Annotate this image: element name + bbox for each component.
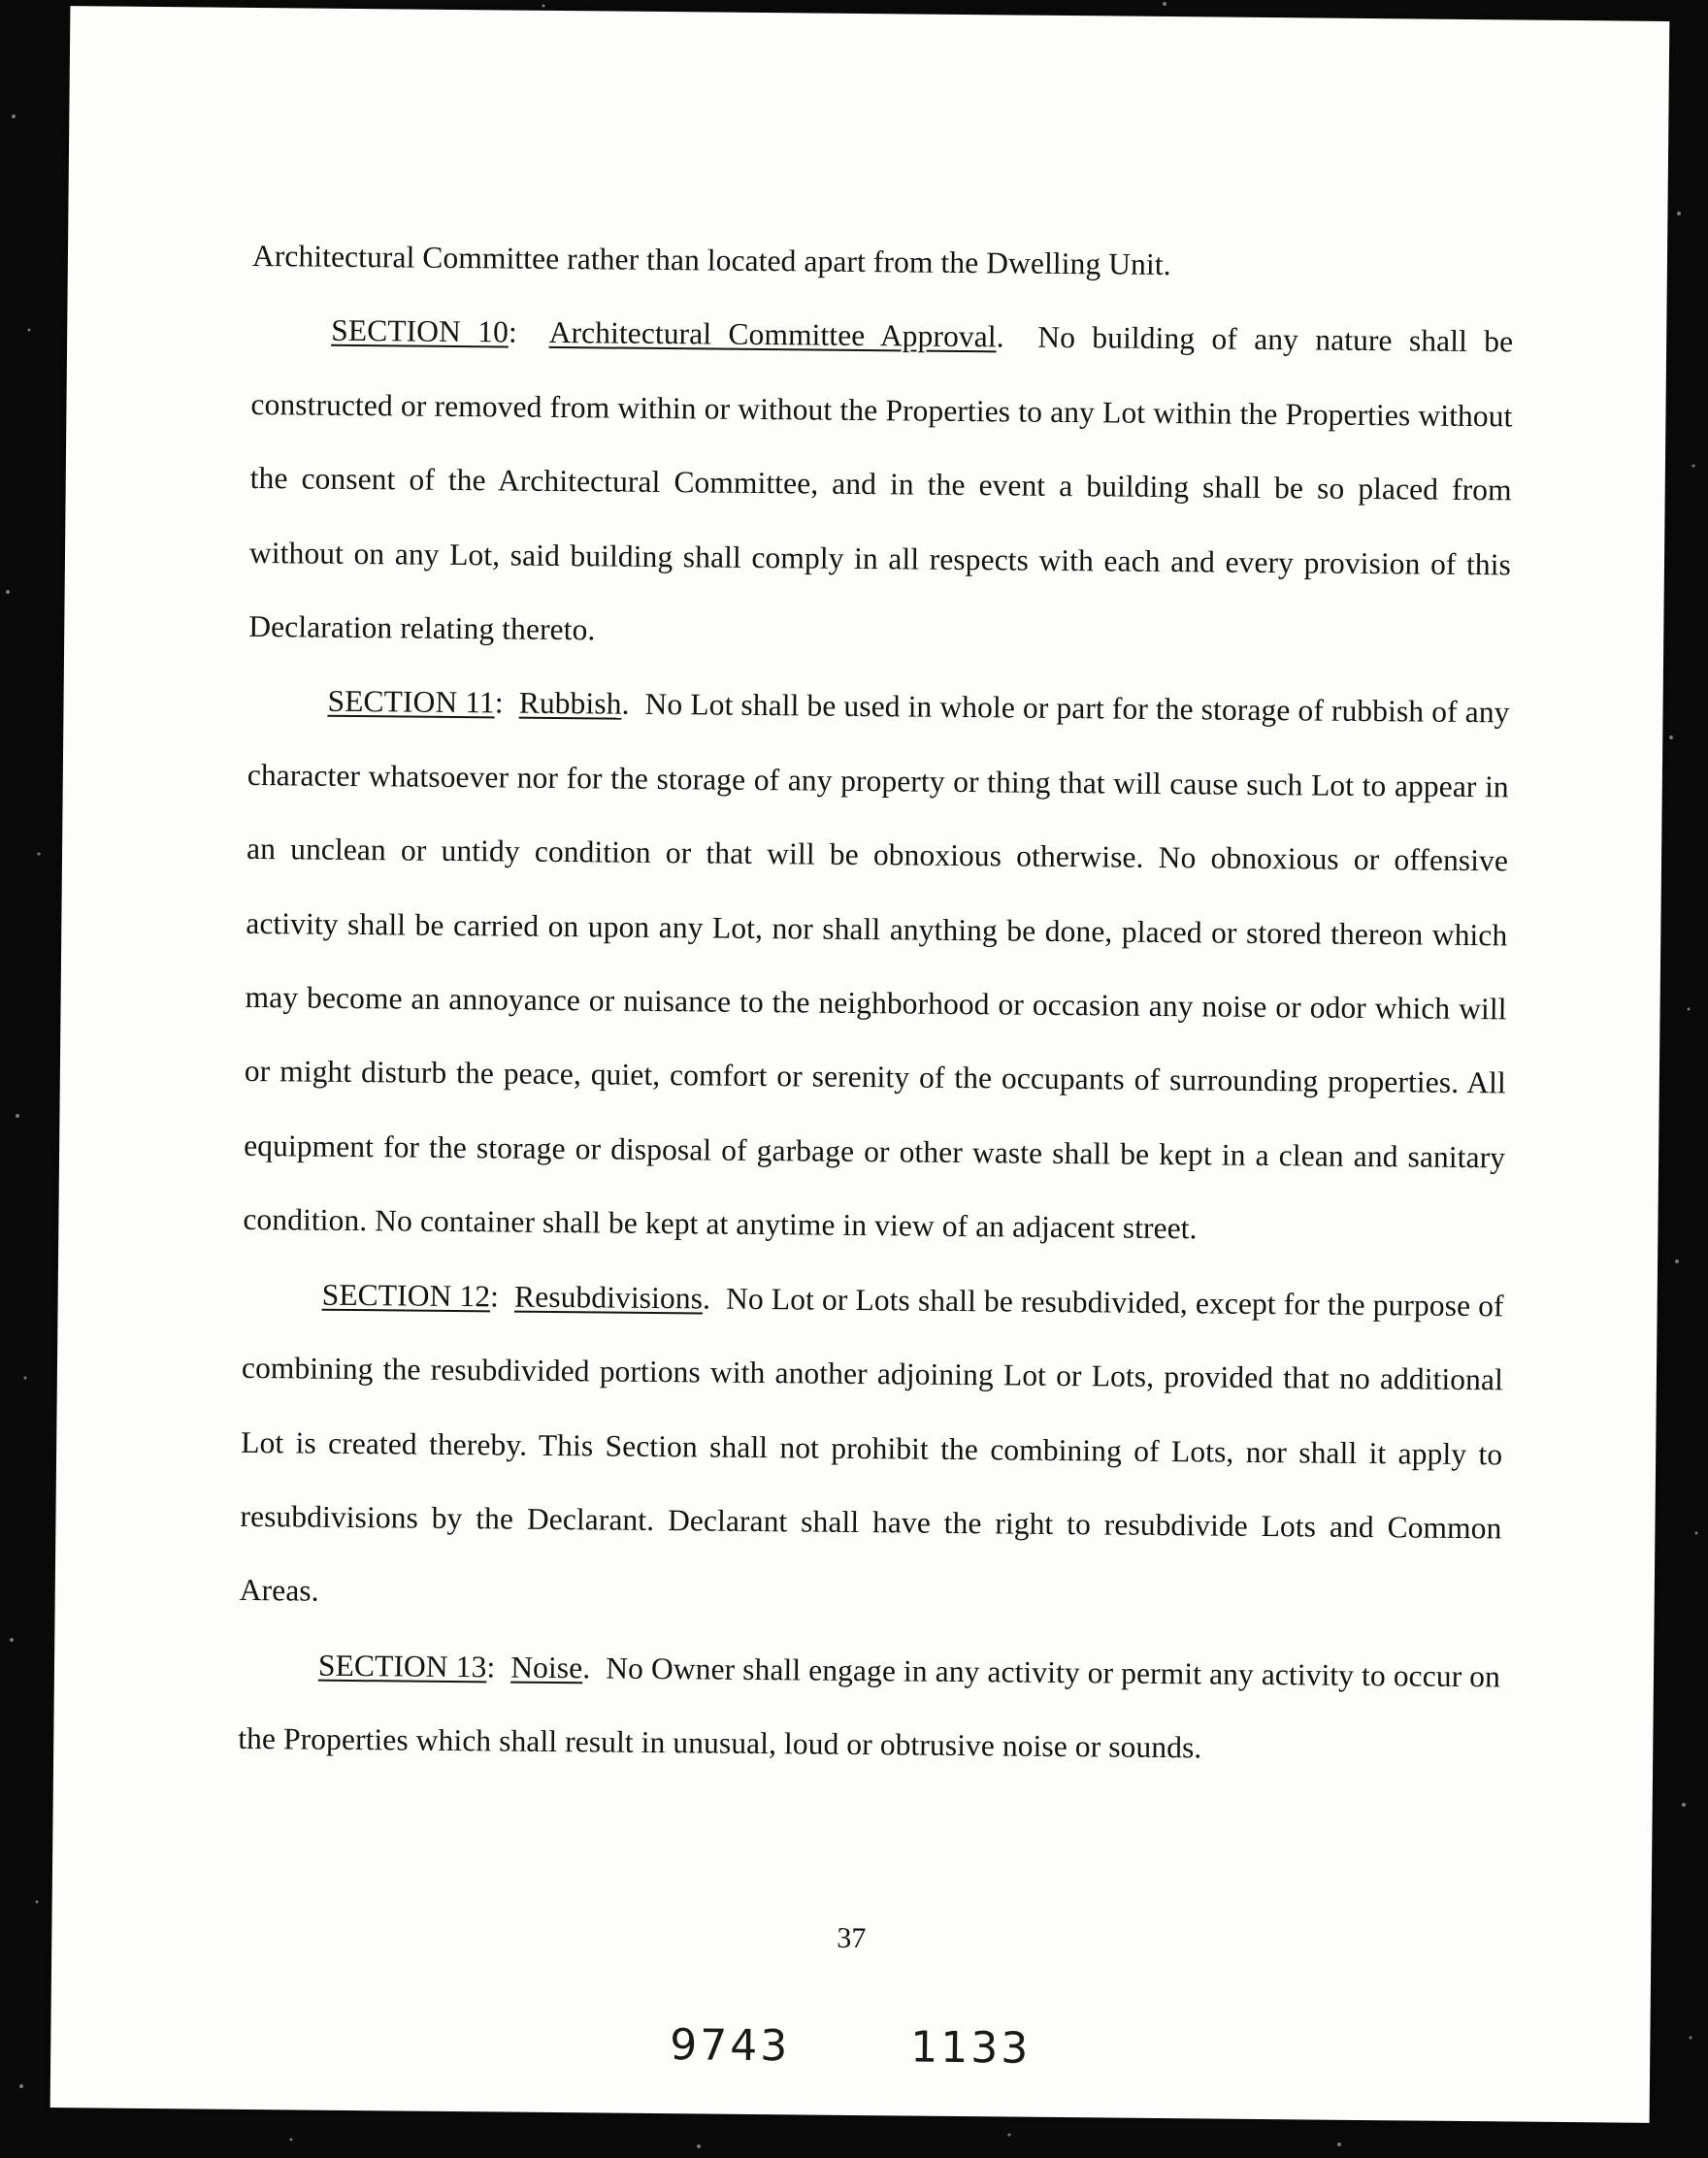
section-13: SECTION 13: Noise. No Owner shall engage in any activity or permit any activity to occur on the Properties which shall result in unusual, loud or obtrusive noise or sounds. — [238, 1648, 1501, 1765]
section-11-label: SECTION 11 — [327, 684, 496, 720]
section-11-title: Rubbish — [518, 686, 622, 722]
section-12-title: Resubdivisions — [513, 1279, 704, 1316]
section-10-title: Architectural Committee Approval — [548, 315, 997, 354]
section-10-label: SECTION 10 — [331, 313, 509, 349]
section-13-body: No Owner shall engage in any activity or permit any activity to occur on the Properties which shall result in unusual, loud or obtrusive noise or sounds. — [238, 1651, 1501, 1765]
section-12: SECTION 12: Resubdivisions. No Lot or Lots shall be resubdivided, except for the purpose of combining the resubdivided portions with another adjoining Lot or Lots, provided that no additional Lot is created thereby. This Section shall not prohibit the combining of Lots, nor shall it apply to resubdivisions by the Declarant. Declarant shall have the right to resubdivide Lots and Common Areas. — [239, 1277, 1504, 1608]
section-13-title: Noise — [510, 1650, 583, 1685]
recording-reference — [50, 2014, 1650, 2079]
section-13-label: SECTION 13 — [317, 1648, 487, 1684]
document-body — [238, 219, 1514, 1788]
section-11-body: No Lot shall be used in whole or part for the storage of rubbish of any character whatsoever nor for the storage of any property or thing that will cause such Lot to appear in an unclean or untidy condition or that will be obnoxious otherwise. No obnoxious or offensive activity shall be carried on upon any Lot, nor shall anything be done, placed or stored thereon which may become an annoyance or nuisance to the neighborhood or occasion any noise or odor which will or might disturb the peace, quiet, comfort or serenity of the occupants of surrounding properties. All equipment for the storage or disposal of garbage or other waste shall be kept in a clean and sanitary condition. No container shall be kept at anytime in view of an adjacent street. — [243, 687, 1510, 1246]
section-10-body: No building of any nature shall be constructed or removed from within or without the Properties to any Lot within the Properties without the consent of the Architectural Committee, and in the event a building shall be so placed from without on any Lot, said building shall comply in all respects with each and every provision of this Declaration relating thereto. — [248, 320, 1514, 647]
recording-book-number: 9743 — [670, 2020, 791, 2072]
page-number: 37 — [837, 1921, 867, 1955]
carryover-line: Architectural Committee rather than located apart from the Dwelling Unit. — [251, 238, 1171, 282]
section-11: SECTION 11: Rubbish. No Lot shall be used in whole or part for the storage of rubbish of any character whatsoever nor for the storage of any property or thing that will cause such Lot to appear in an unclean or untidy condition or that will be obnoxious otherwise. No obnoxious or offensive activity shall be carried on upon any Lot, nor shall anything be done, placed or stored thereon which may become an annoyance or nuisance to the neighborhood or occasion any noise or odor which will or might disturb the peace, quiet, comfort or serenity of the occupants of surrounding properties. All equipment for the storage or disposal of garbage or other waste shall be kept in a clean and sanitary condition. No container shall be kept at anytime in view of an adjacent street. — [243, 684, 1510, 1246]
section-10: SECTION 10: Architectural Committee Approval. No building of any nature shall be constructed or removed from within or without the Properties to any Lot within the Properties without the consent of the Architectural Committee, and in the event a building shall be so placed from without on any Lot, said building shall comply in all respects with each and every provision of this Declaration relating thereto. — [248, 313, 1514, 647]
recording-gap — [806, 2061, 894, 2062]
recording-page-number: 1133 — [910, 2022, 1032, 2074]
section-12-body: No Lot or Lots shall be resubdivided, except for the purpose of combining the resubdivided portions with another adjoining Lot or Lots, provided that no additional Lot is created thereby. This Section shall not prohibit the combining of Lots, nor shall it apply to resubdivisions by the Declarant. Declarant shall have the right to resubdivide Lots and Common Areas. — [239, 1281, 1504, 1608]
section-12-label: SECTION 12 — [321, 1277, 491, 1314]
document-page — [50, 6, 1670, 2123]
